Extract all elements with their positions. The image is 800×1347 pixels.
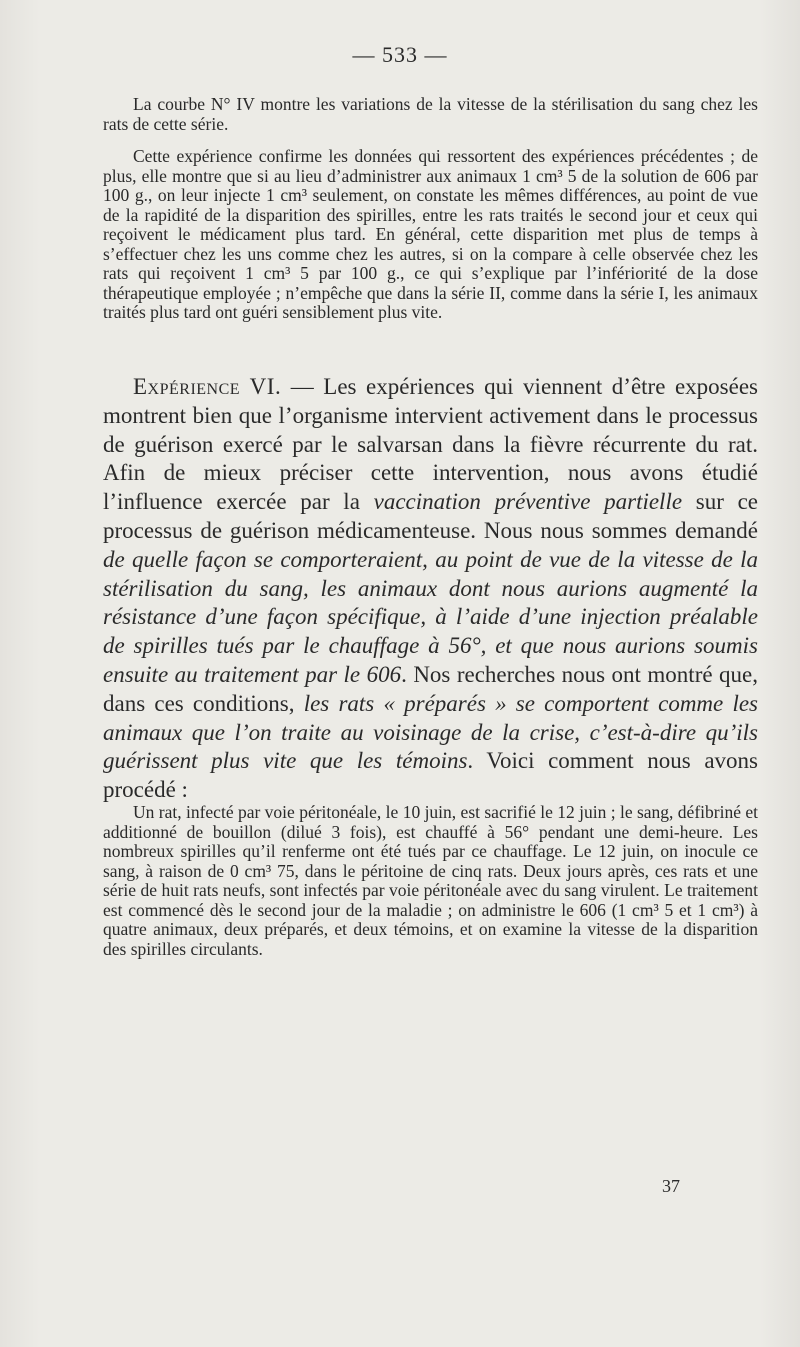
paragraph-experience-vi (103, 373, 758, 805)
section-heading-experience-vi: Expérience VI. (133, 374, 282, 399)
italic-run: les rats « préparés » se comportent comme les animaux que l’on traite au voisinage de la crise, c’est-à-dire qu’ils guérissent plus vite que les témoins (103, 690, 758, 774)
paragraph-procedure: Un rat, infecté par voie péritonéale, le 10 juin, est sacrifié le 12 juin ; le sang, défibriné et additionné de bouillon (dilué 3 fois), est chauffé à 56° pendant une demi-heure. Les nombreux spirilles qu’il renferme ont été tués par ce chauffage. Le 12 juin, on inocule ce sang, à raison de 0 cm³ 75, dans le péritoine de cinq rats. Deux jours après, ces rats et une série de huit rats neufs, sont infectés par voie péritonéale avec du sang virulent. Le traitement est commencé dès le second jour de la maladie ; on administre le 606 (1 cm³ 5 et 1 cm³) à quatre animaux, deux préparés, et deux témoins, et on examine la vitesse de la disparition des spirilles circulants. (103, 802, 758, 959)
text-run: — Les expériences qui viennent d’être exposées montrent bien que l’organisme intervient activement dans le processus de guérison exercé par le salvarsan dans la fièvre récurrente du rat. Afin de mieux préciser cette intervention, nous avons étudié l’influence exercée par la (103, 374, 758, 515)
signature-mark: 37 (662, 1176, 680, 1196)
text-run: . Voici comment nous avons procédé : (103, 748, 758, 803)
text-run: sur ce processus de guérison médicamenteuse. Nous nous sommes demandé (103, 489, 758, 543)
paragraph-experience-confirmation: Cette expérience confirme les données qui ressortent des expériences précédentes ; de plus, elle montre que si au lieu d’administrer aux animaux 1 cm³ 5 de la solution de 606 par 100 g., on leur injecte 1 cm³ seulement, on constate les mêmes différences, au point de vue de la rapidité de la disparition des spirilles, entre les rats traités le second jour et ceux qui reçoivent le médicament plus tard. En général, cette disparition met plus de temps à s’effectuer chez les uns comme chez les autres, si on la compare à celle observée chez les rats qui reçoivent 1 cm³ 5 par 100 g., ce qui s’explique par l’infériorité de la dose thérapeutique employée ; n’empêche que dans la série II, comme dans la série I, les animaux traités plus tard ont guéri sensiblement plus vite. (103, 146, 758, 322)
italic-run: de quelle façon se comporteraient, au point de vue de la vitesse de la stérilisation du sang, les animaux dont nous aurions augmenté la résistance d’une façon spécifique, à l’aide d’une injection préalable de spirilles tués par le chauffage à 56°, et que nous aurions soumis ensuite au traitement par le 606 (103, 546, 758, 687)
paragraph-curve-iv: La courbe N° IV montre les variations de la vitesse de la stérilisation du sang chez les rats de cette série. (103, 94, 758, 134)
page-number: — 533 — (352, 42, 448, 67)
italic-run: vaccination préventive partielle (373, 489, 683, 515)
text-run: . Nos recherches nous ont montré que, dans ces conditions, (103, 661, 758, 716)
